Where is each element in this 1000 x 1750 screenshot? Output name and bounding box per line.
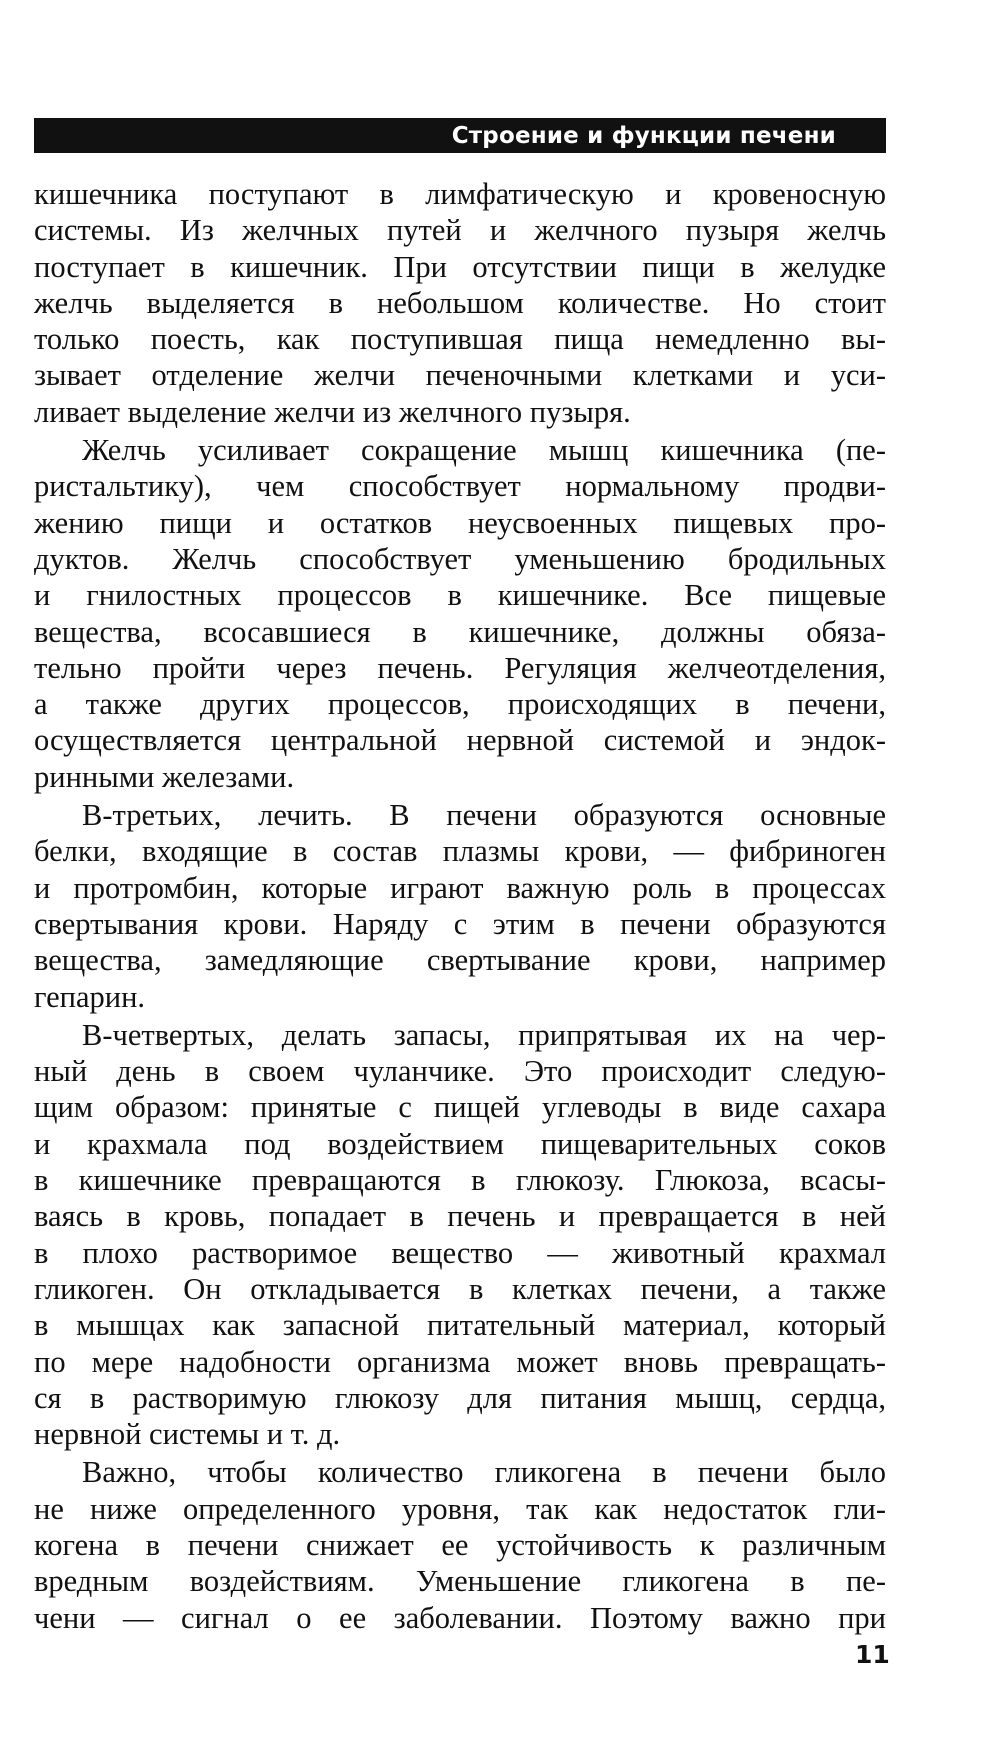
running-header-bar (34, 118, 886, 153)
text-line: свертывания крови. Наряду с этим в печени образуются (34, 906, 886, 941)
text-line: и гнилостных процессов в кишечнике. Все пищевые (34, 578, 886, 613)
text-line: нервной системы и т. д. (34, 1417, 341, 1452)
text-line: не ниже определенного уровня, так как недостаток гли- (34, 1491, 886, 1526)
text-line: гликоген. Он откладывается в клетках печени, а также (34, 1271, 886, 1306)
text-line: когена в печени снижает ее устойчивость к различным (34, 1527, 886, 1562)
text-line: осуществляется центральной нервной системой и эндок- (34, 723, 886, 758)
text-line: желчь выделяется в небольшом количестве. Но стоит (34, 285, 886, 320)
text-line: и протромбин, которые играют важную роль в процессах (34, 870, 886, 905)
text-line: В-третьих, лечить. В печени образуются основные (82, 798, 886, 833)
text-line: только поесть, как поступившая пища немедленно вы- (34, 322, 886, 357)
text-line: белки, входящие в состав плазмы крови, — фибриноген (34, 834, 886, 869)
paragraph (34, 1017, 886, 1453)
body-text (34, 176, 886, 1636)
text-line: тельно пройти через печень. Регуляция желчеотделения, (34, 650, 886, 685)
text-line: ристальтику), чем способствует нормальному продви- (34, 469, 886, 504)
text-line: Важно, чтобы количество гликогена в печени было (82, 1455, 886, 1490)
text-line: ваясь в кровь, попадает в печень и превращается в ней (34, 1199, 886, 1234)
paragraph (34, 1454, 886, 1635)
text-line: а также других процессов, происходящих в печени, (34, 687, 886, 722)
text-line: Желчь усиливает сокращение мышц кишечника (пе- (82, 433, 886, 468)
paragraph (34, 176, 886, 430)
text-line: в плохо растворимое вещество — животный крахмал (34, 1235, 886, 1270)
text-line: вредным воздействиям. Уменьшение гликогена в пе- (34, 1564, 886, 1599)
running-header-title: Строение и функции печени (451, 122, 836, 149)
paragraph (34, 797, 886, 1015)
text-line: кишечника поступают в лимфатическую и кровеносную (34, 177, 886, 211)
text-line: ринными железами. (34, 759, 295, 794)
text-line: ный день в своем чуланчике. Это происходит следую- (34, 1054, 886, 1089)
paragraph (34, 432, 886, 795)
text-line: поступает в кишечник. При отсутствии пищи в желудке (34, 249, 886, 284)
text-line: гепарин. (34, 979, 146, 1014)
text-line: ливает выделение желчи из желчного пузыря. (34, 394, 631, 429)
text-line: чени — сигнал о ее заболевании. Поэтому важно при (34, 1600, 886, 1635)
text-line: в мышцах как запасной питательный материал, который (34, 1308, 886, 1343)
text-line: жению пищи и остатков неусвоенных пищевых про- (34, 505, 886, 540)
text-line: вещества, замедляющие свертывание крови, например (34, 943, 886, 978)
page-number: 11 (855, 1640, 890, 1669)
text-line: и крахмала под воздействием пищеварительных соков (34, 1126, 886, 1161)
text-line: дуктов. Желчь способствует уменьшению бродильных (34, 541, 886, 576)
text-line: зывает отделение желчи печеночными клетками и уси- (34, 358, 886, 393)
text-line: вещества, всосавшиеся в кишечнике, должны обяза- (34, 614, 886, 649)
text-line: в кишечнике превращаются в глюкозу. Глюкоза, всасы- (34, 1163, 886, 1198)
text-line: по мере надобности организма может вновь превращать- (34, 1344, 886, 1379)
text-line: щим образом: принятые с пищей углеводы в виде сахара (34, 1090, 886, 1125)
text-line: В-четвертых, делать запасы, припрятывая их на чер- (82, 1017, 886, 1052)
text-line: ся в растворимую глюкозу для питания мышц, сердца, (34, 1380, 886, 1415)
text-line: системы. Из желчных путей и желчного пузыря желчь (34, 213, 886, 248)
